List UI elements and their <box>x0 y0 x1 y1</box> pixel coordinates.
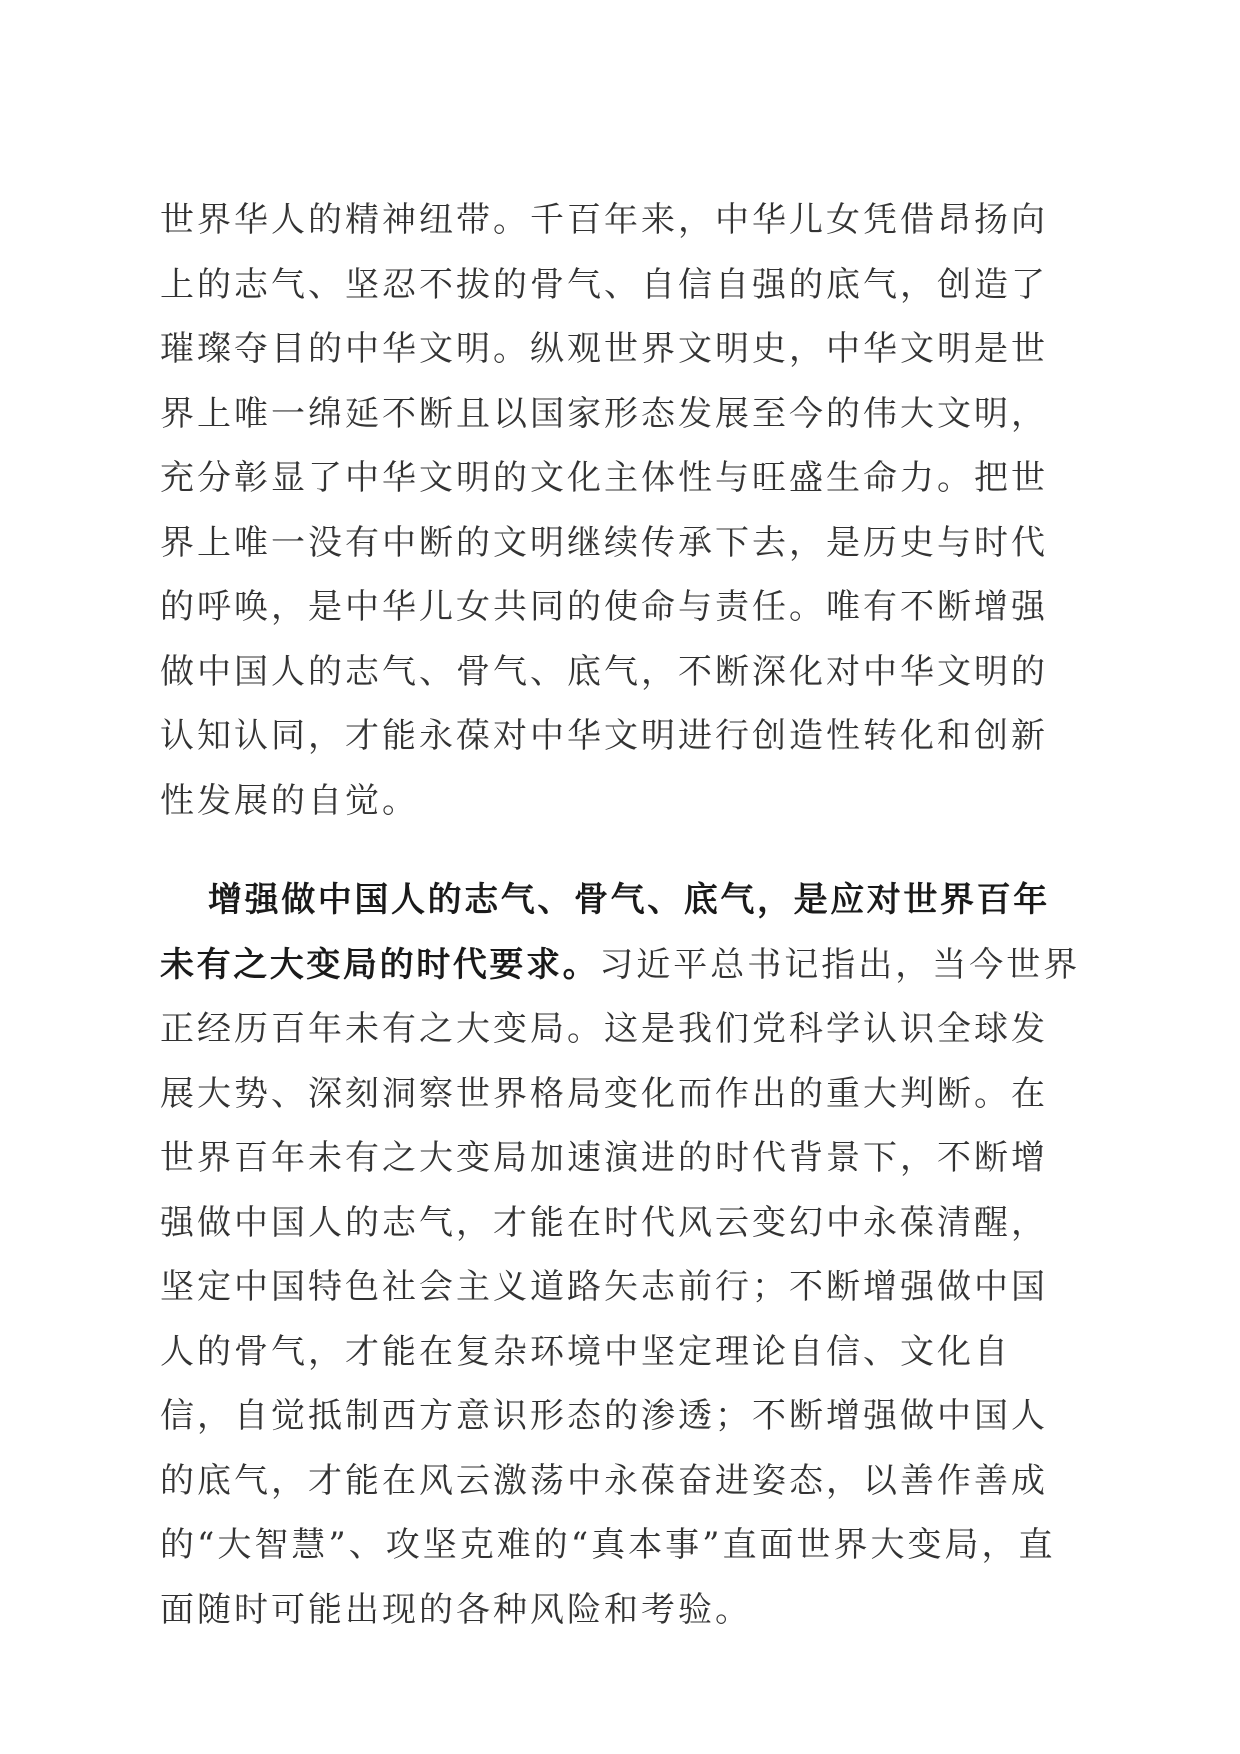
paragraph-2-body: 习近平总书记指出，当今世界正经历百年未有之大变局。这是我们党科学认识全球发展大势、深刻洞察世界格局变化而作出的重大判断。在世界百年未有之大变局加速演进的时代背景下，不断增强做中国人的志气，才能在时代风云变幻中永葆清醒，坚定中国特色社会主义道路矢志前行；不断增强做中国人的骨气，才能在复杂环境中坚定理论自信、文化自信，自觉抵制西方意识形态的渗透；不断增强做中国人的底气，才能在风云激荡中永葆奋进姿态，以善作善成的“大智慧”、攻坚克难的“真本事”直面世界大变局，直面随时可能出现的各种风险和考验。 <box>160 944 1081 1630</box>
paragraph-2 <box>160 868 1082 1642</box>
paragraph-2-lead: 增强做中国人的志气、骨气、底气，是应对世界百年未有之大变局的时代要求。 <box>160 880 1050 985</box>
paragraph-1: 世界华人的精神纽带。千百年来，中华儿女凭借昂扬向上的志气、坚忍不拔的骨气、自信自强的底气，创造了璀璨夺目的中华文明。纵观世界文明史，中华文明是世界上唯一绵延不断且以国家形态发展至今的伟大文明，充分彰显了中华文明的文化主体性与旺盛生命力。把世界上唯一没有中断的文明继续传承下去，是历史与时代的呼唤，是中华儿女共同的使命与责任。唯有不断增强做中国人的志气、骨气、底气，不断深化对中华文明的认知认同，才能永葆对中华文明进行创造性转化和创新性发展的自觉。 <box>160 200 1048 821</box>
document-page <box>160 188 1082 1642</box>
